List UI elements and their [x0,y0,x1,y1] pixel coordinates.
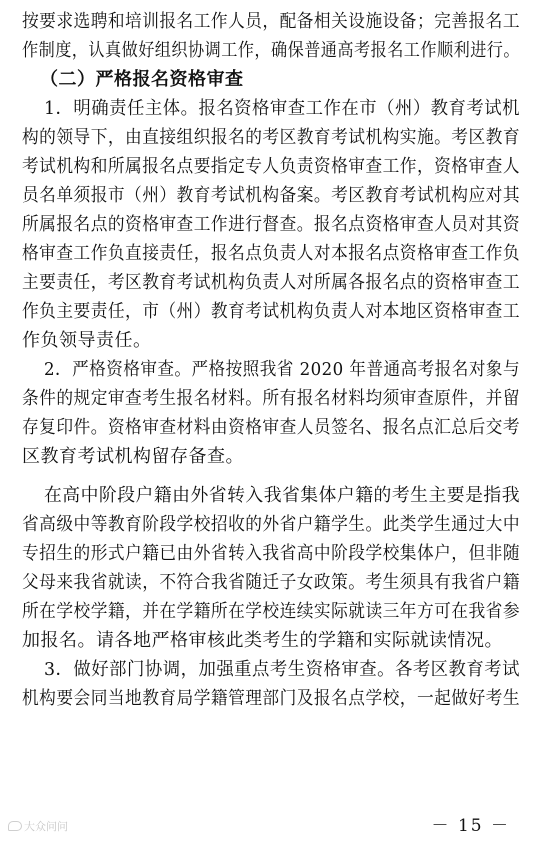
text-line: 作负主要责任，市（州）教育考试机构负责人对本地区资格审查工 [22,301,520,322]
text-line: 作制度，认真做好组织协调工作，确保普通高考报名工作顺利进行。 [22,40,520,61]
text-line: 所在学校学籍，并在学籍所在学校连续实际就读三年方可在我省参 [22,601,520,622]
text-line: 员名单须报市（州）教育考试机构备案。考区教育考试机构应对其 [22,185,520,206]
text-line: 条件的规定审查考生报名材料。所有报名材料均须审查原件，并留 [22,388,520,409]
text-line: 父母来我省就读，不符合我省随迁子女政策。考生须具有我省户籍 [22,572,520,593]
text-line: 3．做好部门协调，加强重点考生资格审查。各考区教育考试 [44,659,520,680]
text-line: 区教育考试机构留存备查。 [22,446,244,467]
text-line: 2．严格资格审查。严格按照我省 2020 年普通高考报名对象与 [44,359,520,380]
text-line: 专招生的形式户籍已由外省转入我省高中阶段学校集体户，但非随 [22,543,520,564]
text-line: 格审查工作负直接责任，报名点负责人对本报名点资格审查工作负 [22,243,520,264]
text-line: 在高中阶段户籍由外省转入我省集体户籍的考生主要是指我 [44,485,520,506]
text-line: 1．明确责任主体。报名资格审查工作在市（州）教育考试机 [44,98,520,119]
text-line: 加报名。请各地严格审核此类考生的学籍和实际就读情况。 [22,630,503,651]
text-line: 作负领导责任。 [22,330,152,351]
text-line: 机构要会同当地教育局学籍管理部门及报名点学校，一起做好考生 [22,688,520,709]
watermark [8,818,68,834]
page-number: － 15 － [431,816,510,836]
chat-bubble-icon [8,821,22,831]
text-line: 所属报名点的资格审查工作进行督查。报名点资格审查人员对其资 [22,214,520,235]
text-line: 主要责任，考区教育考试机构负责人对所属各报名点的资格审查工 [22,272,520,293]
text-line: 存复印件。资格审查材料由资格审查人员签名、报名点汇总后交考 [22,417,520,438]
text-line: 按要求选聘和培训报名工作人员，配备相关设施设备；完善报名工 [22,11,520,32]
watermark-text: 大众问问 [24,820,68,833]
text-line: 考试机构和所属报名点要指定专人负责资格审查工作，资格审查人 [22,156,520,177]
section-heading: （二）严格报名资格审查 [40,69,244,90]
text-line: 省高级中等教育阶段学校招收的外省户籍学生。此类学生通过大中 [22,514,520,535]
text-line: 构的领导下，由直接组织报名的考区教育考试机构实施。考区教育 [22,127,520,148]
